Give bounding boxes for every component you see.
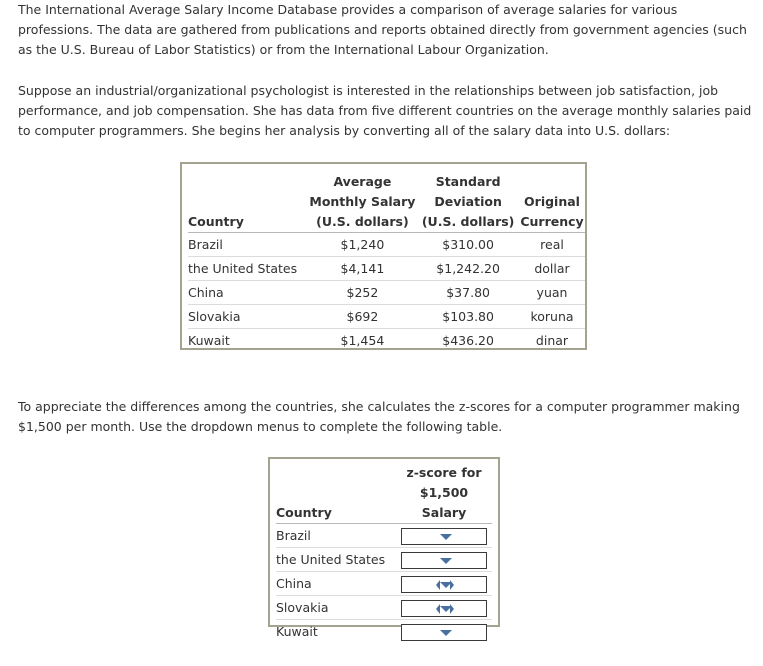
zscore-table-container	[268, 457, 500, 639]
cell-average: $1,240	[308, 233, 418, 257]
table-row	[188, 233, 585, 257]
zcell-country: the United States	[276, 548, 396, 572]
chevron-down-icon	[440, 606, 452, 612]
cell-country: the United States	[188, 257, 308, 281]
header-country: Country	[188, 168, 308, 233]
zscore-dropdown-kuwait[interactable]	[401, 624, 487, 641]
table-row	[276, 596, 492, 620]
zcell-dropdown-cell	[396, 548, 492, 572]
salary-table	[188, 168, 585, 352]
zcell-country: Slovakia	[276, 596, 396, 620]
chevron-down-icon	[440, 630, 452, 636]
header-standard-deviation	[417, 168, 519, 233]
zcell-dropdown-cell	[396, 596, 492, 620]
zheader-line2: $1,500 Salary	[419, 485, 469, 520]
cell-currency: koruna	[519, 305, 585, 329]
cell-average: $1,454	[340, 333, 385, 348]
salary-table-header	[188, 168, 585, 233]
cell-country: Slovakia	[188, 305, 308, 329]
header-currency-line1: Original	[524, 194, 580, 209]
header-average-line1: Average	[333, 174, 392, 189]
cell-currency: dollar	[519, 257, 585, 281]
header-sd-line1: Standard	[435, 174, 501, 189]
zcell-dropdown-cell	[396, 620, 492, 644]
cell-currency: yuan	[519, 281, 585, 305]
table-row	[276, 548, 492, 572]
cell-currency: dinar	[535, 333, 569, 348]
table-row	[188, 305, 585, 329]
cell-std-dev: $310.00	[417, 233, 519, 257]
cell-country: Brazil	[188, 233, 308, 257]
scenario-paragraph: Suppose an industrial/organizational psychologist is interested in the relationships between job satisfaction, job performance, and job compensation. She has data from five different countries on the average monthly salaries paid to computer programmers. She begins her analysis by converting all of the salary data into U.S. dollars:	[18, 83, 752, 138]
table-row	[276, 572, 492, 596]
zcell-country: Brazil	[276, 524, 396, 548]
zheader-country: Country	[276, 463, 396, 524]
zscore-dropdown-brazil[interactable]	[401, 528, 487, 545]
cell-average: $692	[308, 305, 418, 329]
zscore-dropdown-united-states[interactable]	[401, 552, 487, 569]
cell-std-dev: $37.80	[417, 281, 519, 305]
table-row	[276, 524, 492, 548]
cell-average: $4,141	[308, 257, 418, 281]
cell-std-dev: $436.20	[442, 333, 494, 348]
chevron-down-icon	[440, 558, 452, 564]
header-sd-line3: (U.S. dollars)	[421, 214, 515, 229]
header-average-line2: Monthly Salary	[309, 194, 416, 209]
zscore-table	[276, 463, 492, 643]
cell-country: China	[188, 281, 308, 305]
intro-paragraph: The International Average Salary Income Database provides a comparison of average salaries for various professions. The data are gathered from publications and reports obtained directly from government agencies (such as the U.S. Bureau of Labor Statistics) or from the International Labour Organization.	[18, 2, 747, 57]
zheader-zscore	[396, 463, 492, 524]
cell-std-dev: $103.80	[417, 305, 519, 329]
table-row	[188, 257, 585, 281]
salary-table-container	[180, 162, 587, 350]
table-row	[276, 620, 492, 644]
cell-average: $252	[308, 281, 418, 305]
zscore-dropdown-china[interactable]	[401, 576, 487, 593]
header-average-salary	[308, 168, 418, 233]
zcell-country: China	[276, 572, 396, 596]
cell-std-dev: $1,242.20	[417, 257, 519, 281]
zcell-dropdown-cell	[396, 524, 492, 548]
cell-currency: real	[519, 233, 585, 257]
instruction-paragraph: To appreciate the differences among the countries, she calculates the z-scores for a computer programmer making $1,500 per month. Use the dropdown menus to complete the following table.	[18, 399, 740, 434]
header-original-currency	[519, 168, 585, 233]
header-sd-line2: Deviation	[434, 194, 502, 209]
cell-country: Kuwait	[188, 333, 230, 348]
zscore-table-header	[276, 463, 492, 524]
table-row	[188, 329, 585, 353]
zcell-country: Kuwait	[276, 624, 318, 639]
header-average-line3: (U.S. dollars)	[316, 214, 409, 229]
zcell-dropdown-cell	[396, 572, 492, 596]
zscore-dropdown-slovakia[interactable]	[401, 600, 487, 617]
table-row	[188, 281, 585, 305]
header-currency-line2: Currency	[520, 214, 584, 229]
chevron-down-icon	[440, 534, 452, 540]
zheader-line1: z-score for	[406, 465, 482, 480]
chevron-down-icon	[440, 582, 452, 588]
